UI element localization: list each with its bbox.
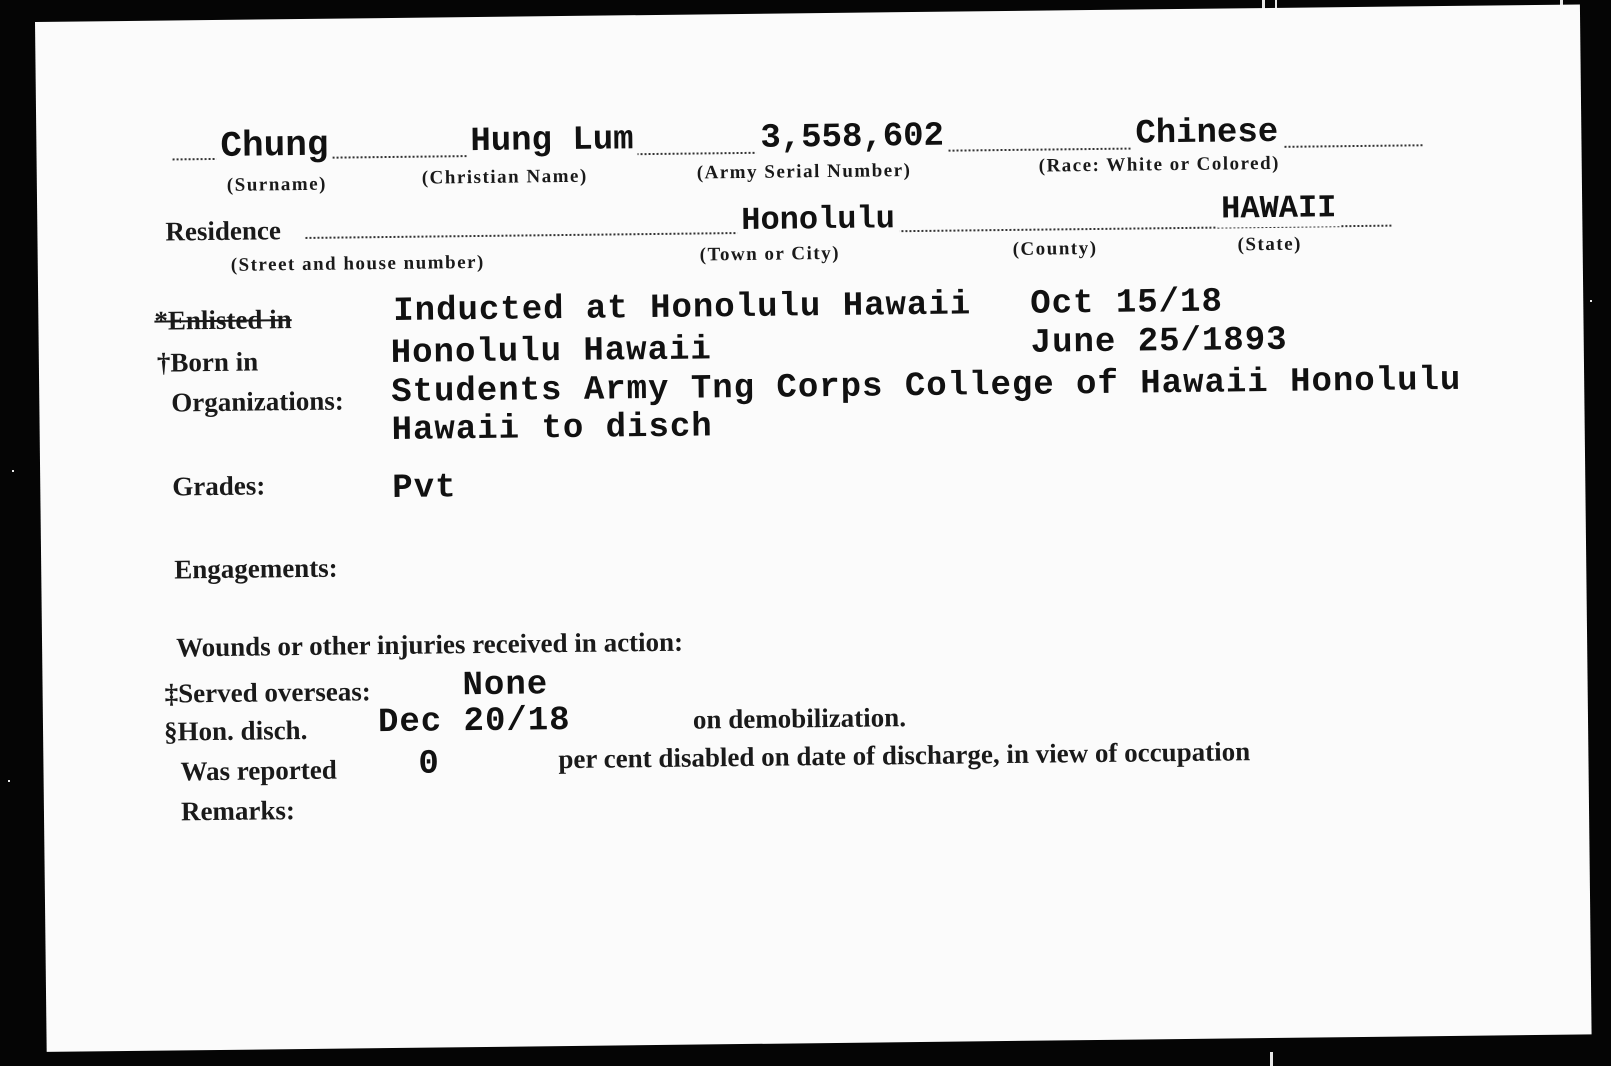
enlisted-date: Oct 15/18 [1030, 283, 1224, 324]
enlisted-label: *Enlisted in [154, 304, 292, 336]
enlisted-value: Inducted at Honolulu Hawaii [393, 286, 972, 331]
residence-town-value: Honolulu [737, 200, 899, 239]
overseas-value: None [462, 666, 549, 706]
organizations-line1: Students Army Tng Corps College of Hawaii Honolulu [391, 361, 1462, 412]
overseas-label: ‡Served overseas: [164, 676, 371, 709]
scan-speck [1590, 300, 1592, 302]
organizations-line2: Hawaii to disch [391, 408, 713, 450]
residence-label: Residence [165, 215, 283, 247]
wounds-label: Wounds or other injuries received in action: [175, 626, 684, 663]
christian-name-caption: (Christian Name) [421, 165, 588, 189]
surname-caption: (Surname) [226, 173, 328, 196]
race-value: Chinese [1131, 114, 1282, 154]
engagements-label: Engagements: [174, 552, 338, 585]
county-caption: (County) [1012, 237, 1098, 260]
state-caption: (State) [1237, 233, 1303, 256]
discharge-date: Dec 20/18 [377, 701, 571, 743]
remarks-label: Remarks: [180, 795, 296, 827]
christian-name-value: Hung Lum [466, 121, 638, 161]
serial-number-value: 3,558,602 [756, 118, 948, 158]
street-caption: (Street and house number) [230, 251, 485, 276]
scan-speck [1270, 1052, 1273, 1066]
born-label: †Born in [156, 346, 259, 378]
race-caption: (Race: White or Colored) [1038, 152, 1281, 177]
discharge-label: §Hon. disch. [163, 714, 308, 747]
disability-label: Was reported [180, 754, 337, 787]
disability-suffix: per cent disabled on date of discharge, in view of occupation [558, 736, 1251, 775]
scan-speck [12, 470, 14, 472]
grades-label: Grades: [172, 470, 266, 502]
born-value: Honolulu Hawaii [390, 331, 713, 373]
residence-state-value: HAWAII [1217, 189, 1341, 227]
town-caption: (Town or City) [699, 242, 841, 266]
scan-speck [8, 780, 10, 782]
serial-number-caption: (Army Serial Number) [696, 160, 912, 184]
surname-value: Chung [216, 125, 332, 167]
disability-value: 0 [418, 745, 441, 784]
service-record-card [35, 4, 1592, 1051]
discharge-suffix: on demobilization. [692, 702, 907, 735]
grades-value: Pvt [392, 469, 457, 508]
born-date: June 25/1893 [1030, 321, 1288, 363]
organizations-label: Organizations: [171, 385, 344, 418]
